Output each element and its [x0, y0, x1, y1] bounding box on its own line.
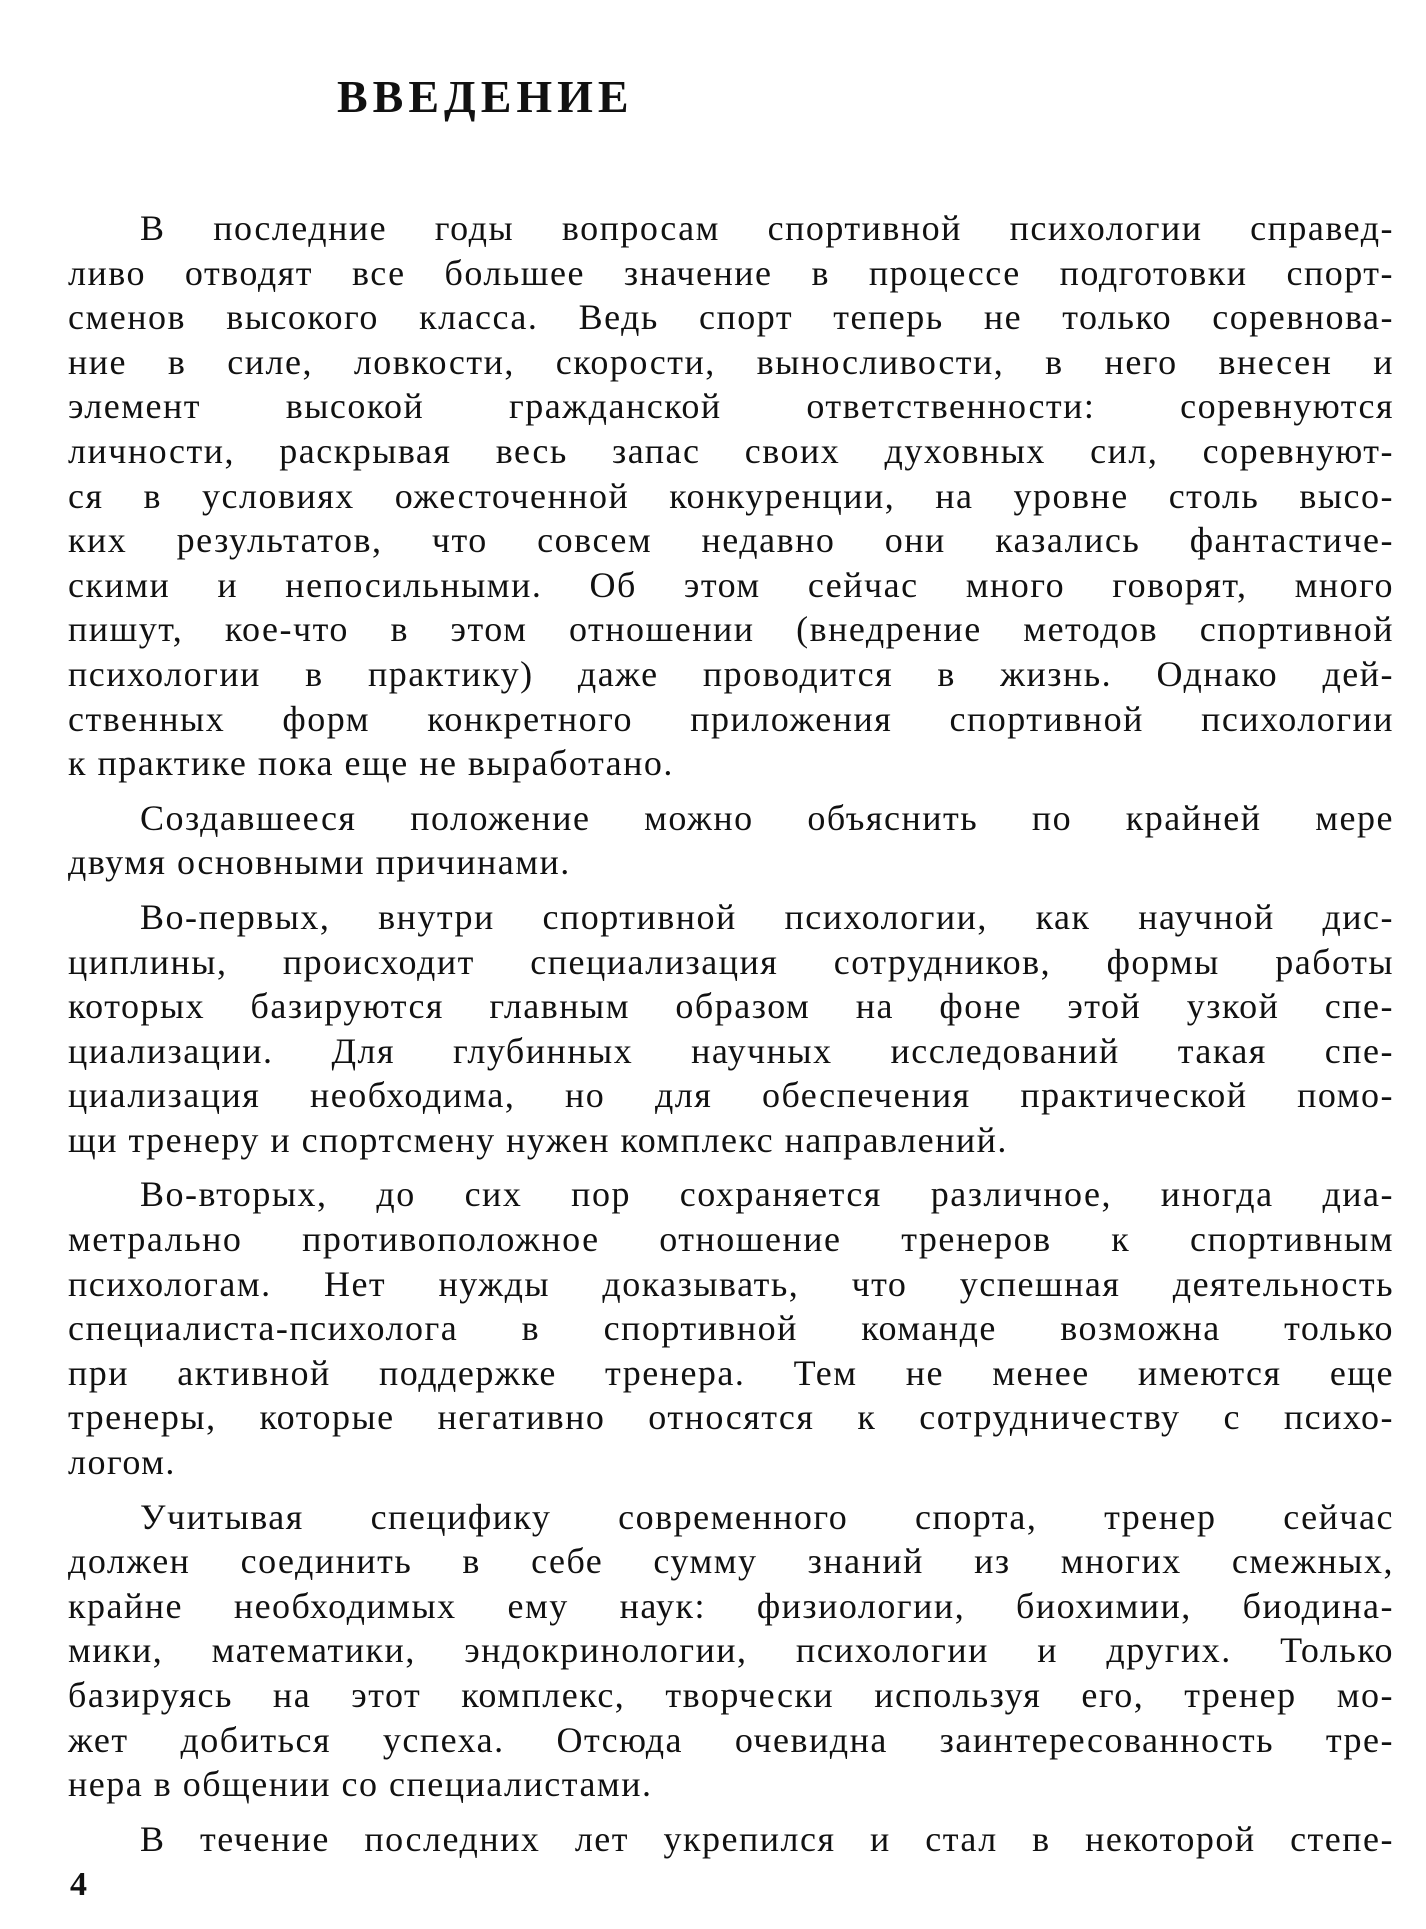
paragraph-gap: [68, 1807, 1394, 1817]
text-line: Учитывая специфику современного спорта, тренер сейчас: [140, 1496, 1394, 1537]
text-line: ся в условиях ожесточенной конкуренции, на уровне столь высо-: [68, 475, 1394, 516]
text-line: Во-вторых, до сих пор сохраняется различное, иногда диа-: [140, 1174, 1394, 1215]
text-line: нера в общении со специалистами.: [68, 1764, 653, 1805]
text-line: Во-первых, внутри спортивной психологии, как научной дис-: [140, 896, 1394, 937]
text-line: логом.: [68, 1442, 176, 1483]
text-line: жет добиться успеха. Отсюда очевидна заинтересованность тре-: [68, 1719, 1394, 1760]
body-text: [68, 206, 1394, 1861]
text-line: В последние годы вопросам спортивной психологии справед-: [140, 208, 1394, 248]
text-line: циализации. Для глубинных научных исследований такая спе-: [68, 1030, 1394, 1071]
text-line: ких результатов, что совсем недавно они казались фантастиче-: [68, 520, 1394, 561]
paragraph: [68, 1817, 1394, 1862]
text-line: скими и непосильными. Об этом сейчас много говорят, много: [68, 564, 1394, 605]
text-line: В течение последних лет укрепился и стал в некоторой степе-: [140, 1818, 1394, 1859]
text-line: тренеры, которые негативно относятся к сотрудничеству с психо-: [68, 1397, 1394, 1438]
paragraph-gap: [68, 1162, 1394, 1172]
text-line: сменов высокого класса. Ведь спорт теперь не только соревнова-: [68, 297, 1394, 338]
paragraph: [68, 1495, 1394, 1807]
text-line: которых базируются главным образом на фоне этой узкой спе-: [68, 986, 1394, 1027]
text-line: циплины, происходит специализация сотрудников, формы работы: [68, 941, 1394, 982]
paragraph: [68, 895, 1394, 1163]
paragraph: [68, 796, 1394, 885]
text-line: специалиста-психолога в спортивной команде возможна только: [68, 1308, 1394, 1349]
text-line: должен соединить в себе сумму знаний из многих смежных,: [68, 1541, 1394, 1582]
text-line: мики, математики, эндокринологии, психологии и других. Только: [68, 1630, 1394, 1671]
paragraph-gap: [68, 786, 1394, 796]
text-line: двумя основными причинами.: [68, 842, 571, 883]
paragraph: [68, 206, 1394, 786]
text-line: к практике пока еще не выработано.: [68, 743, 674, 784]
text-line: ние в силе, ловкости, скорости, выносливости, в него внесен и: [68, 341, 1394, 382]
text-line: при активной поддержке тренера. Тем не менее имеются еще: [68, 1352, 1394, 1393]
text-line: Создавшееся положение можно объяснить по крайней мере: [140, 797, 1394, 838]
text-line: психологии в практику) даже проводится в жизнь. Однако дей-: [68, 653, 1394, 694]
paragraph: [68, 1172, 1394, 1484]
text-line: ливо отводят все большее значение в процессе подготовки спорт-: [68, 252, 1394, 293]
text-line: базируясь на этот комплекс, творчески используя его, тренер мо-: [68, 1675, 1394, 1715]
text-line: ственных форм конкретного приложения спортивной психологии: [68, 698, 1394, 739]
text-line: пишут, кое-что в этом отношении (внедрение методов спортивной: [68, 609, 1394, 650]
text-line: циализация необходима, но для обеспечения практической помо-: [68, 1075, 1394, 1116]
text-line: щи тренеру и спортсмену нужен комплекс направлений.: [68, 1119, 1008, 1160]
chapter-title: ВВЕДЕНИЕ: [337, 71, 634, 122]
text-line: метрально противоположное отношение тренеров к спортивным: [68, 1219, 1394, 1260]
paragraph-gap: [68, 885, 1394, 895]
paragraph-gap: [68, 1485, 1394, 1495]
text-line: психологам. Нет нужды доказывать, что успешная деятельность: [68, 1263, 1394, 1304]
text-line: крайне необходимых ему наук: физиологии, биохимии, биодина-: [68, 1585, 1394, 1626]
page-number: 4: [70, 1866, 87, 1903]
text-line: элемент высокой гражданской ответственности: соревнуются: [68, 386, 1394, 427]
text-line: личности, раскрывая весь запас своих духовных сил, соревнуют-: [68, 430, 1394, 471]
